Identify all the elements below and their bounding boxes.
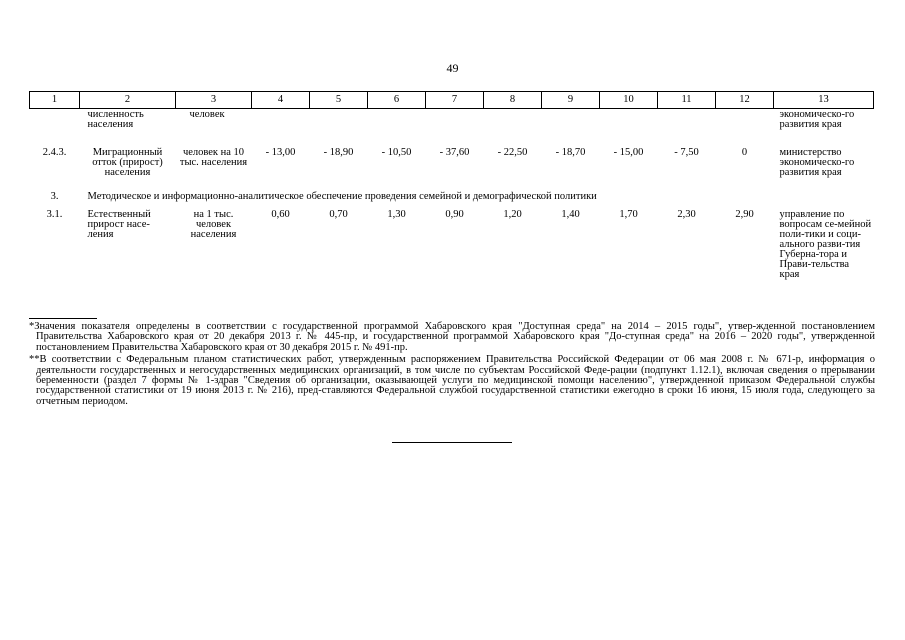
column-header: 1 [30, 92, 80, 109]
unit-cell: человек [189, 109, 225, 120]
value-cell: - 10,50 [381, 146, 412, 158]
row-code: 3.1. [46, 208, 63, 220]
value-cell: 0,60 [271, 208, 290, 220]
responsible-cell: управление по вопросам се-мейной поли-тики и соци-ального разви-тия Губерна-тора и Прави-тельства края [779, 208, 872, 280]
row-code: 2.4.3. [42, 146, 67, 158]
value-cell: - 18,70 [555, 146, 586, 158]
value-cell: - 15,00 [613, 146, 644, 158]
value-cell: 2,30 [677, 208, 696, 220]
footnotes [29, 322, 875, 409]
value-cell: 2,90 [735, 208, 754, 220]
responsible-cell: министерство экономическо-го развития края [779, 146, 855, 178]
value-cell: 0 [741, 146, 748, 158]
footnote: *Значения показателя определены в соответствии с государственной программой Хабаровского края "Доступная среда" на 2014 – 2015 годы", утвер-жденной постановлением Правительства Хабаровского края от 20 декабря 2013 г. № 445-пр, и государственной программой Хабаровского края "До-ступная среда" на 2016 – 2020 годы", утвержденной постановлением Правительства Хабаровского края от 30 декабря 2015 г. № 491-пр. [29, 321, 875, 353]
footnote-separator [29, 318, 97, 319]
table-row [30, 209, 874, 301]
column-header: 9 [542, 92, 600, 109]
page-number: 49 [446, 61, 459, 75]
value-cell: - 37,60 [439, 146, 470, 158]
column-header: 5 [310, 92, 368, 109]
column-header: 11 [658, 92, 716, 109]
value-cell: - 13,00 [265, 146, 296, 158]
table-row [30, 109, 874, 147]
value-cell: - 18,90 [323, 146, 354, 158]
indicator-name: численность населения [87, 109, 144, 130]
value-cell: - 7,50 [674, 146, 699, 158]
value-cell: 1,30 [387, 208, 406, 220]
indicator-name: Миграционный отток (прирост) населения [92, 146, 163, 178]
value-cell: 1,40 [561, 208, 580, 220]
footnote: **В соответствии с Федеральным планом статистических работ, утвержденным распоряжением Правительства Российской Федерации от 06 мая 2008 г. № 671-р, информация о деятельности государственных и негосударственных медицинских организаций, в том числе по субъектам Российской Феде-рации (подпункт 1.12.1), включая сведения о прерывании беременности (раздел 7 формы № 1-здрав "Сведения об организации, оказывающей услуги по медицинской помощи населению", утвержденной приказом Федеральной службы государственной статистики от 19 июня 2013 г. № 216), пред-ставляются Федеральной службой государственной статистики ежегодно в сроки 16 июня, 15 июля года, следующего за отчетным периодом. [29, 354, 875, 407]
value-cell: 0,90 [445, 208, 464, 220]
section-row [30, 191, 874, 209]
indicator-name: Естественный прирост насе-ления [87, 208, 151, 240]
column-header: 4 [252, 92, 310, 109]
unit-cell: человек на 10 тыс. населения [179, 146, 248, 168]
section-title: Методическое и информационно-аналитическое обеспечение проведения семейной и демографической политики [87, 190, 597, 202]
column-header: 3 [176, 92, 252, 109]
table-row [30, 147, 874, 191]
end-divider [392, 442, 512, 443]
column-header: 12 [716, 92, 774, 109]
column-header: 8 [484, 92, 542, 109]
column-header: 2 [80, 92, 176, 109]
section-code: 3. [50, 190, 59, 202]
value-cell: 1,20 [503, 208, 522, 220]
indicators-table [29, 91, 874, 301]
column-header: 6 [368, 92, 426, 109]
column-header: 7 [426, 92, 484, 109]
value-cell: 1,70 [619, 208, 638, 220]
unit-cell: на 1 тыс. человек населения [190, 208, 237, 240]
value-cell: - 22,50 [497, 146, 528, 158]
header-row [30, 92, 874, 109]
value-cell: 0,70 [329, 208, 348, 220]
column-header: 10 [600, 92, 658, 109]
responsible-cell: экономическо-го развития края [779, 109, 855, 130]
column-header: 13 [774, 92, 874, 109]
row-code [30, 109, 80, 147]
